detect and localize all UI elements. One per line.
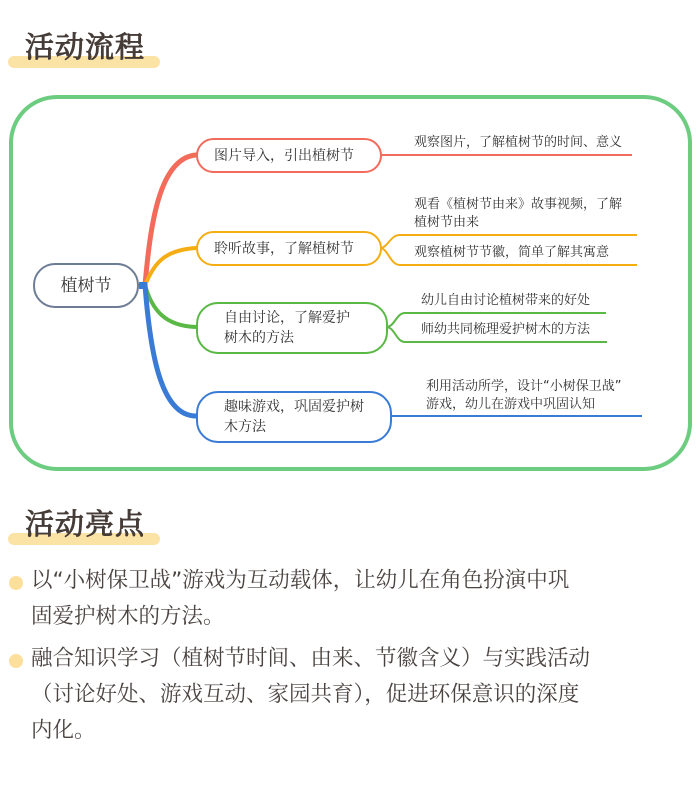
branch-label: 图片导入，引出植树节 <box>214 147 354 164</box>
branch-node-2 <box>196 231 382 266</box>
branch-label-line: 趣味游戏，巩固爱护树 <box>224 399 364 415</box>
connector-branch-3 <box>145 285 196 327</box>
bullet-dot-icon <box>9 576 23 590</box>
highlight-item-2 <box>8 641 698 749</box>
leaf-2-2: 观察植树节节徽，简单了解其寓意 <box>414 245 610 260</box>
leaf-line: 游戏，幼儿在游戏中巩固认知 <box>426 397 596 412</box>
highlight-item-1 <box>8 563 698 635</box>
bullet-dot-icon <box>9 654 23 668</box>
leaf-3-2: 师幼共同梳理爱护树木的方法 <box>421 322 591 337</box>
highlights-title: 活动亮点 <box>25 507 146 541</box>
leaf-line: 植树节由来 <box>414 215 480 230</box>
highlight-line: 内化。 <box>31 718 96 743</box>
branch-label-line: 树木的方法 <box>224 330 294 346</box>
flow-title: 活动流程 <box>25 30 146 64</box>
branch-node-4 <box>196 391 392 443</box>
highlight-line: 融合知识学习（植树节时间、由来、节徽含义）与实践活动 <box>31 646 591 671</box>
leaf-4-1 <box>426 378 621 414</box>
leaf-line: 利用活动所学，设计“小树保卫战” <box>426 379 622 394</box>
section-heading-highlights <box>8 507 168 547</box>
central-node <box>33 263 139 308</box>
branch-label-line: 自由讨论，了解爱护 <box>224 310 350 326</box>
branch-label: 聆听故事，了解植树节 <box>214 240 354 257</box>
central-node-label: 植树节 <box>60 275 112 296</box>
leaf-1-1: 观察图片，了解植树节的时间、意义 <box>414 135 623 150</box>
connector-branch-2 <box>145 248 196 285</box>
highlights-list <box>8 563 698 755</box>
branch-node-3 <box>196 302 388 354</box>
highlight-line: 以“小树保卫战”游戏为互动载体，让幼儿在角色扮演中巩 <box>31 568 570 593</box>
leaf-2-1 <box>414 196 622 232</box>
highlight-line: （讨论好处、游戏互动、家园共育），促进环保意识的深度 <box>31 682 580 707</box>
leaf-3-1: 幼儿自由讨论植树带来的好处 <box>421 293 591 308</box>
highlight-line: 固爱护树木的方法。 <box>31 604 225 629</box>
branch-label-line: 木方法 <box>224 419 266 435</box>
branch-node-1 <box>196 138 382 173</box>
leaf-line: 观看《植树节由来》故事视频，了解 <box>414 197 623 212</box>
connector-branch-1 <box>145 155 196 285</box>
